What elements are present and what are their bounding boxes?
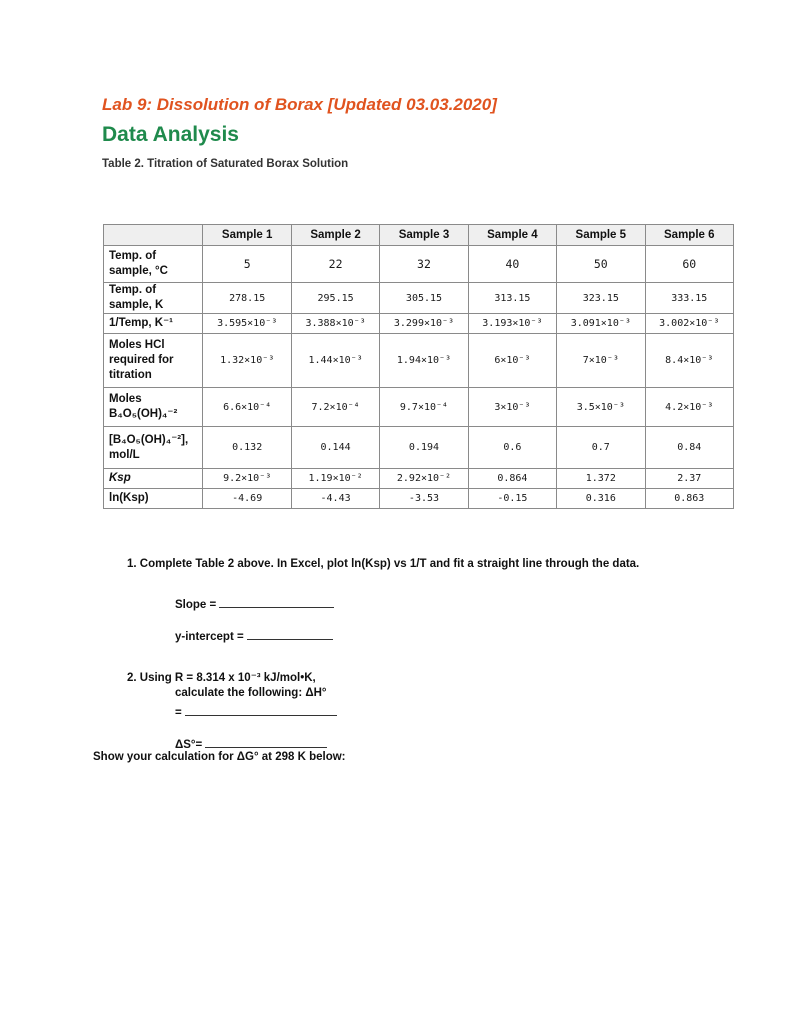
row-label: Ksp <box>104 469 203 489</box>
table-cell: 50 <box>557 246 645 283</box>
delta-s-label: ΔS°= <box>175 739 203 751</box>
table-row <box>104 334 734 388</box>
table-cell: 3.595×10⁻³ <box>203 314 291 334</box>
table-cell: 3.388×10⁻³ <box>291 314 379 334</box>
table-cell: 333.15 <box>645 283 734 314</box>
table-row <box>104 427 734 469</box>
table-cell: 3.299×10⁻³ <box>380 314 468 334</box>
section-title: Data Analysis <box>102 123 239 146</box>
table-cell: 3.091×10⁻³ <box>557 314 645 334</box>
table-cell: 3.002×10⁻³ <box>645 314 734 334</box>
table-row <box>104 314 734 334</box>
table-cell: 40 <box>468 246 556 283</box>
column-header: Sample 1 <box>203 225 291 246</box>
table-cell: 0.84 <box>645 427 734 469</box>
table-cell: 0.194 <box>380 427 468 469</box>
table-cell: 2.37 <box>645 469 734 489</box>
delta-s-line <box>175 736 327 751</box>
slope-label: Slope = <box>175 599 217 611</box>
lab-title: Lab 9: Dissolution of Borax [Updated 03.03.2020] <box>102 95 497 114</box>
table-cell: 6.6×10⁻⁴ <box>203 388 291 427</box>
row-label: Moles HCl required for titration <box>104 334 203 388</box>
table-cell: 60 <box>645 246 734 283</box>
table-corner-cell <box>104 225 203 246</box>
table-cell: 0.863 <box>645 489 734 509</box>
table-cell: 323.15 <box>557 283 645 314</box>
table-row <box>104 469 734 489</box>
column-header: Sample 4 <box>468 225 556 246</box>
table-cell: -4.69 <box>203 489 291 509</box>
column-header: Sample 5 <box>557 225 645 246</box>
row-label: Moles B₄O₅(OH)₄⁻² <box>104 388 203 427</box>
table-cell: 32 <box>380 246 468 283</box>
table-row <box>104 388 734 427</box>
row-label: [B₄O₅(OH)₄⁻²], mol/L <box>104 427 203 469</box>
delta-h-equals: = <box>175 707 182 719</box>
table-row <box>104 246 734 283</box>
row-label: ln(Ksp) <box>104 489 203 509</box>
row-label: Temp. of sample, °C <box>104 246 203 283</box>
table-cell: 8.4×10⁻³ <box>645 334 734 388</box>
intercept-answer-blank[interactable] <box>247 628 333 640</box>
table-cell: 2.92×10⁻² <box>380 469 468 489</box>
table-cell: 9.7×10⁻⁴ <box>380 388 468 427</box>
table-cell: 278.15 <box>203 283 291 314</box>
show-calculation-prompt: Show your calculation for ΔG° at 298 K below: <box>93 751 346 763</box>
table-cell: 3.5×10⁻³ <box>557 388 645 427</box>
question-2-line-1: 2. Using R = 8.314 x 10⁻³ kJ/mol•K, <box>127 672 316 684</box>
table-cell: -3.53 <box>380 489 468 509</box>
table-row <box>104 283 734 314</box>
table-cell: 1.94×10⁻³ <box>380 334 468 388</box>
table-header-row <box>104 225 734 246</box>
table-cell: 295.15 <box>291 283 379 314</box>
table-row <box>104 489 734 509</box>
table-cell: 0.7 <box>557 427 645 469</box>
table-cell: 6×10⁻³ <box>468 334 556 388</box>
column-header: Sample 3 <box>380 225 468 246</box>
table-cell: 1.44×10⁻³ <box>291 334 379 388</box>
question-2-line-2: calculate the following: ΔH° <box>175 687 327 699</box>
table-cell: 0.144 <box>291 427 379 469</box>
table-cell: -0.15 <box>468 489 556 509</box>
row-label: 1/Temp, K⁻¹ <box>104 314 203 334</box>
table-cell: 0.6 <box>468 427 556 469</box>
table-cell: 5 <box>203 246 291 283</box>
column-header: Sample 2 <box>291 225 379 246</box>
table-cell: 0.316 <box>557 489 645 509</box>
slope-line <box>175 596 334 611</box>
slope-answer-blank[interactable] <box>219 596 334 608</box>
table-cell: 305.15 <box>380 283 468 314</box>
table-cell: 313.15 <box>468 283 556 314</box>
question-1: 1. Complete Table 2 above. In Excel, plot ln(Ksp) vs 1/T and fit a straight line through the data. <box>127 558 640 570</box>
column-header: Sample 6 <box>645 225 734 246</box>
table-cell: -4.43 <box>291 489 379 509</box>
table-cell: 0.132 <box>203 427 291 469</box>
titration-table <box>103 224 734 509</box>
delta-h-line <box>175 704 337 719</box>
table-cell: 1.372 <box>557 469 645 489</box>
row-label: Temp. of sample, K <box>104 283 203 314</box>
intercept-label: y-intercept = <box>175 631 244 643</box>
table-cell: 0.864 <box>468 469 556 489</box>
table-cell: 7×10⁻³ <box>557 334 645 388</box>
table-cell: 1.32×10⁻³ <box>203 334 291 388</box>
delta-h-answer-blank[interactable] <box>185 704 337 716</box>
table-cell: 4.2×10⁻³ <box>645 388 734 427</box>
table-cell: 22 <box>291 246 379 283</box>
table-cell: 3×10⁻³ <box>468 388 556 427</box>
table-cell: 3.193×10⁻³ <box>468 314 556 334</box>
intercept-line <box>175 628 333 643</box>
table-cell: 1.19×10⁻² <box>291 469 379 489</box>
table-cell: 7.2×10⁻⁴ <box>291 388 379 427</box>
delta-s-answer-blank[interactable] <box>205 736 327 748</box>
table-cell: 9.2×10⁻³ <box>203 469 291 489</box>
table-caption: Table 2. Titration of Saturated Borax Solution <box>102 158 349 170</box>
